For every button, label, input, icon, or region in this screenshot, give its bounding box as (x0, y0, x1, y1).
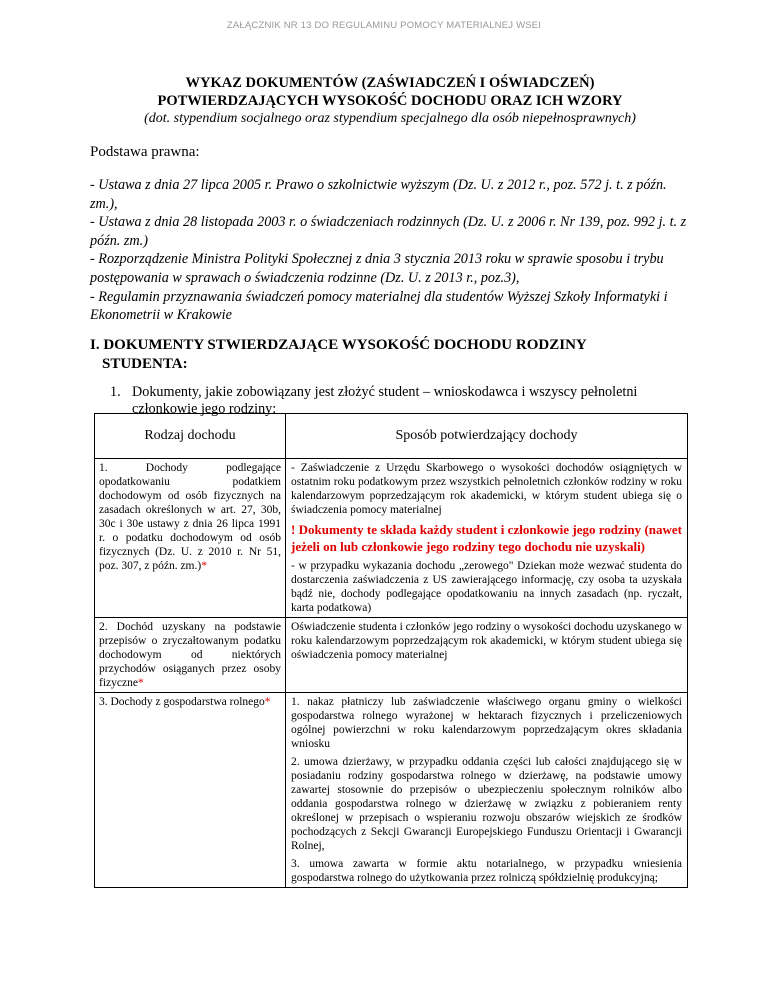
list-item-text: Dokumenty, jakie zobowiązany jest złożyć student – wnioskodawca i wszyscy pełnoletni członkowie jego rodziny: (132, 384, 638, 417)
income-type-cell (95, 618, 286, 693)
income-type-text: 1. Dochody podlegające opodatkowaniu podatkiem dochodowym od osób fizycznych na zasadach określonych w art. 27, 30b, 30c i 30e ustawy z dnia 26 lipca 1991 r. o podatku dochodowym od osób fizycznych (Dz. U. z 2010 r. Nr 51, poz. 307, z późn. zm.)* (99, 462, 281, 572)
proof-method-text: - Zaświadczenie z Urzędu Skarbowego o wysokości dochodów osiągniętych w ostatnim roku podatkowym przez wszystkich pełnoletnich członków rodziny w roku kalendarzowym poprzedzającym rok akademicki, w którym student ubiega się o świadczenia pomocy materialnej (291, 462, 682, 516)
proof-method-cell (286, 459, 688, 618)
table-row (95, 693, 688, 888)
legal-basis-item: - Rozporządzenie Ministra Polityki Społecznej z dnia 3 stycznia 2013 roku w sprawie sposobu i trybu postępowania w sprawach o świadczenia rodzinne (Dz. U. z 2013 r., poz.3), (90, 251, 664, 286)
table-header-proof-method: Sposób potwierdzający dochody (286, 414, 688, 459)
legal-basis-item: - Ustawa z dnia 27 lipca 2005 r. Prawo o szkolnictwie wyższym (Dz. U. z 2012 r., poz. 572 j. t. z późn. zm.), (90, 177, 667, 212)
section-title (90, 336, 650, 374)
document-title-block (90, 74, 690, 128)
proof-item: 2. umowa dzierżawy, w przypadku oddania części lub całości znajdującego się w posiadaniu rodziny gospodarstwa rolnego w dzierżawę, na podstawie umowy zawartej stosownie do przepisów o ubezpieczeniu społecznym rolników albo oddania gospodarstwa rolnego w dzierżawę w związku z pobieraniem renty określonej w przepisach o wspieraniu rozwoju obszarów wiejskich ze środków pochodzących z Sekcji Gwarancji Europejskiego Funduszu Orientacji i Gwarancji Rolnej, (291, 756, 682, 852)
income-type-text: 3. Dochody z gospodarstwa rolnego* (99, 696, 271, 708)
proof-method-cell (286, 618, 688, 693)
legal-basis-item: - Regulamin przyznawania świadczeń pomocy materialnej dla studentów Wyższej Szkoły Informatyki i Ekonometrii w Krakowie (90, 288, 668, 324)
income-documents-table (94, 413, 688, 888)
legal-basis-list (90, 176, 690, 325)
legal-basis-heading: Podstawa prawna: (90, 144, 200, 160)
section-title-line-2: STUDENTA: (102, 356, 188, 372)
document-subtitle: (dot. stypendium socjalnego oraz stypendium specjalnego dla osób niepełnosprawnych) (144, 111, 636, 126)
list-item-number: 1. (110, 384, 121, 400)
proof-item: 3. umowa zawarta w formie aktu notarialnego, w przypadku wniesienia gospodarstwa rolnego do użytkowania przez rolniczą spółdzielnię produkcyjną; (291, 858, 682, 884)
warning-note: ! Dokumenty te składa każdy student i członkowie jego rodziny (nawet jeżeli on lub członkowie jego rodziny tego dochodu nie uzyskali) (291, 522, 682, 554)
footnote-asterisk: * (264, 696, 271, 708)
table-row (95, 459, 688, 618)
table-header-income-type: Rodzaj dochodu (95, 414, 286, 459)
zero-income-note: - w przypadku wykazania dochodu „zerowego" Dziekan może wezwać studenta do dostarczenia zaświadczenia z US zawierającego informację, czy osoba ta uzyskała bądź nie, dochody podlegające opodatkowaniu na innych zasadach (np. ryczałt, karta podatkowa) (291, 560, 682, 614)
attachment-header-note: ZAŁĄCZNIK NR 13 DO REGULAMINU POMOCY MATERIALNEJ WSEI (226, 20, 542, 31)
proof-method-text: Oświadczenie studenta i członków jego rodziny o wysokości dochodu uzyskanego w roku kalendarzowym poprzedzającym rok akademicki, w którym student ubiega się oświadczenia pomocy materialnej (291, 621, 682, 661)
document-title-line-2: POTWIERDZAJĄCYCH WYSOKOŚĆ DOCHODU ORAZ ICH WZORY (157, 93, 623, 109)
proof-method-cell (286, 693, 688, 888)
table-header-row (95, 414, 688, 459)
document-title-line-1: WYKAZ DOKUMENTÓW (ZAŚWIADCZEŃ I OŚWIADCZEŃ) (185, 75, 595, 91)
section-title-line-1: I. DOKUMENTY STWIERDZAJĄCE WYSOKOŚĆ DOCHODU RODZINY (90, 337, 587, 353)
footnote-asterisk: * (137, 677, 144, 689)
income-type-cell (95, 459, 286, 618)
income-type-cell (95, 693, 286, 888)
footnote-asterisk: * (201, 560, 207, 572)
legal-basis-item: - Ustawa z dnia 28 listopada 2003 r. o świadczeniach rodzinnych (Dz. U. z 2006 r. Nr 139, poz. 992 j. t. z późn. zm.) (90, 214, 687, 249)
proof-item: 1. nakaz płatniczy lub zaświadczenie właściwego organu gminy o wielkości gospodarstwa rolnego wyrażonej w hektarach fizycznych i przeliczeniowych ogólnej powierzchni w roku kalendarzowym poprzedzającym okres składania wniosku (291, 696, 682, 750)
income-type-text: 2. Dochód uzyskany na podstawie przepisów o zryczałtowanym podatku dochodowym od niektórych przychodów osiąganych przez osoby fizyczne* (99, 621, 281, 689)
table-row (95, 618, 688, 693)
